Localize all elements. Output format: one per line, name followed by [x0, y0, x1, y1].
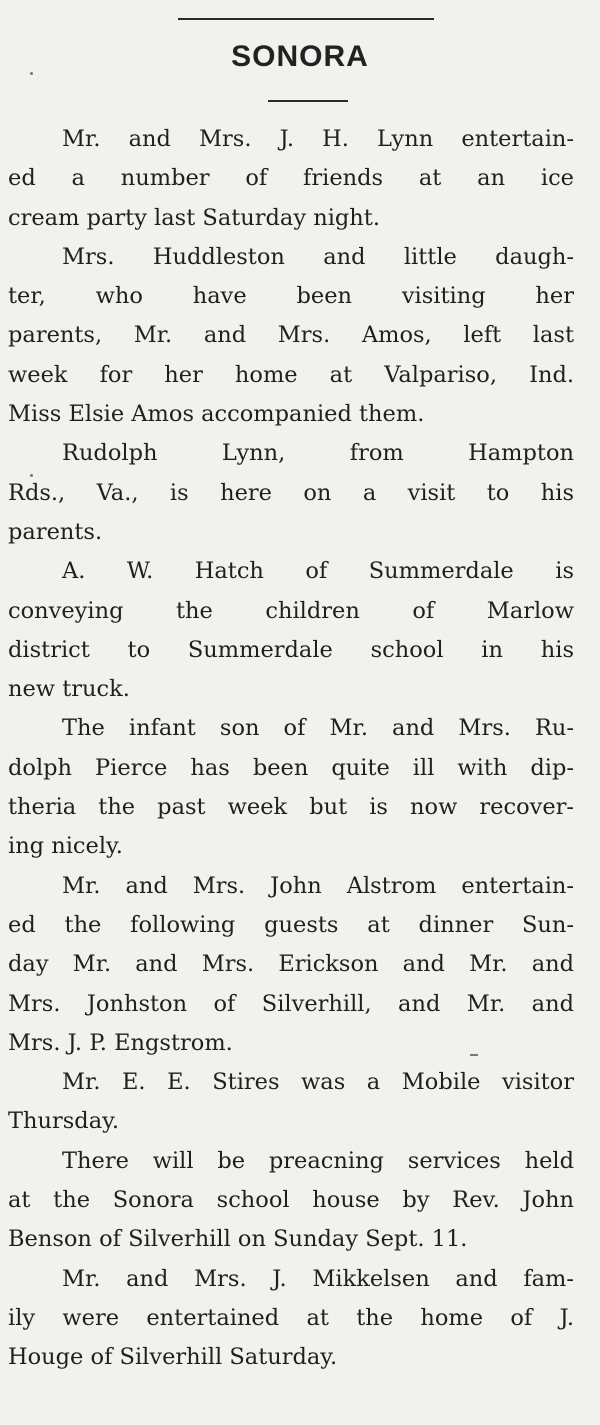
article-line: Mrs. Huddleston and little daugh-: [62, 243, 574, 270]
article-line: ed the following guests at dinner Sun-: [8, 911, 574, 938]
article-line: Mr. and Mrs. J. H. Lynn entertain-: [62, 126, 574, 152]
article-paragraph: [8, 552, 574, 709]
title-underline: [268, 100, 348, 102]
article-line: Houge of Silverhill Saturday.: [8, 1344, 338, 1371]
article-line: Mrs. Jonhston of Silverhill, and Mr. and: [8, 990, 574, 1017]
article-line: The infant son of Mr. and Mrs. Ru-: [62, 715, 574, 742]
article-paragraph: [8, 709, 574, 866]
article-line: day Mr. and Mrs. Erickson and Mr. and: [8, 951, 574, 978]
article-paragraph: [8, 1063, 574, 1142]
article-title: SONORA: [231, 40, 369, 73]
article-line: Thursday.: [8, 1108, 119, 1135]
article-line: ing nicely.: [8, 833, 123, 860]
article-line: A. W. Hatch of Summerdale is: [62, 558, 574, 585]
article-line: ily were entertained at the home of J.: [8, 1304, 574, 1331]
article-line: parents, Mr. and Mrs. Amos, left last: [8, 322, 574, 349]
article-line: parents.: [8, 518, 103, 545]
article-line: Mr. E. E. Stires was a Mobile visitor: [62, 1069, 574, 1096]
article-line: dolph Pierce has been quite ill with dip-: [8, 754, 574, 781]
print-speck: [470, 1054, 478, 1056]
top-rule: [178, 18, 434, 20]
article-line: at the Sonora school house by Rev. John: [8, 1187, 574, 1214]
article-line: cream party last Saturday night.: [8, 204, 380, 231]
article-line: conveying the children of Marlow: [8, 597, 574, 624]
article-body: [8, 120, 574, 1378]
article-line: week for her home at Valpariso, Ind.: [8, 361, 574, 388]
article-paragraph: [8, 238, 574, 434]
article-line: Mrs. J. P. Engstrom.: [8, 1029, 233, 1056]
article-paragraph: [8, 434, 574, 552]
article-line: Miss Elsie Amos accompanied them.: [8, 401, 425, 428]
article-line: theria the past week but is now recover-: [8, 794, 574, 821]
article-line: Mr. and Mrs. J. Mikkelsen and fam-: [62, 1265, 574, 1292]
article-paragraph: [8, 867, 574, 1063]
article-paragraph: [8, 120, 574, 238]
print-speck: [30, 474, 33, 477]
article-paragraph: [8, 1142, 574, 1260]
article-line: new truck.: [8, 676, 130, 703]
article-line: There will be preacning services held: [62, 1147, 574, 1174]
article-line: Mr. and Mrs. John Alstrom entertain-: [62, 872, 574, 899]
print-speck: [30, 72, 33, 75]
article-line: ter, who have been visiting her: [8, 283, 574, 310]
article-line: Rds., Va., is here on a visit to his: [8, 479, 574, 506]
article-line: Rudolph Lynn, from Hampton: [62, 440, 574, 467]
article-paragraph: [8, 1260, 574, 1378]
article-line: Benson of Silverhill on Sunday Sept. 11.: [8, 1226, 468, 1253]
article-line: ed a number of friends at an ice: [8, 165, 574, 192]
article-line: district to Summerdale school in his: [8, 636, 574, 663]
